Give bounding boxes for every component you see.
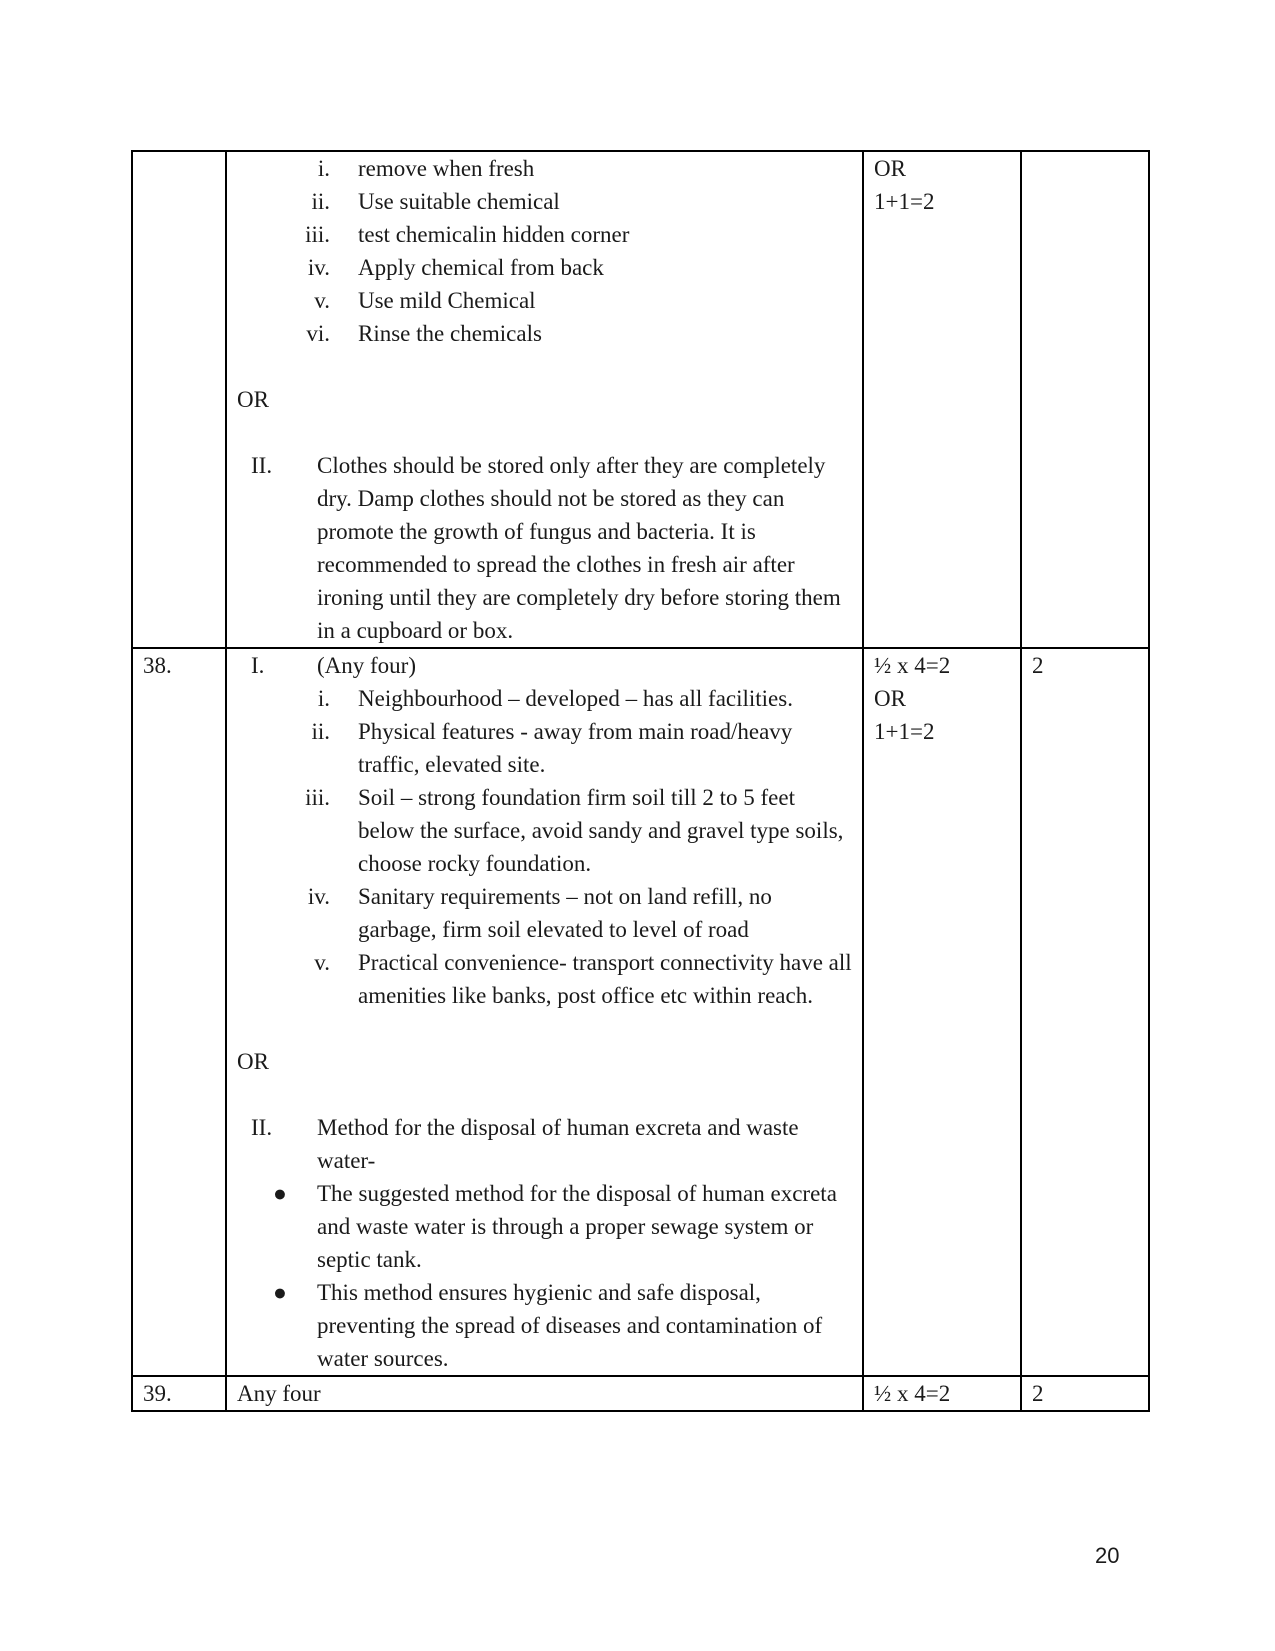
list-item: iv. Apply chemical from back [307,255,604,280]
table-row [132,151,1149,648]
answer-cell [226,151,863,648]
list-item: i. Neighbourhood – developed – has all facilities. [317,686,793,711]
part-text: Clothes should be stored only after they are completely dry. Damp clothes should not be stored as they can promote the growth of fungus and bacteria. It is recommended to spread the clothes in fresh air after ironing until they are completely dry before storing them in a cupboard or box. [317,453,841,643]
marks-cell: ½ x 4=2 OR 1+1=2 [863,648,1021,1376]
page-number: 20 [1095,1543,1120,1568]
list-item: iii. test chemicalin hidden corner [305,222,630,247]
or-label: OR [237,387,269,412]
roman-list [237,152,852,350]
marks-cell: OR 1+1=2 [863,151,1021,648]
list-item: ii. Use suitable chemical [311,189,560,214]
total-marks-cell: 2 [1021,648,1149,1376]
bullet-icon: ● [273,1280,287,1305]
part-label: II. [251,453,273,478]
part-two [237,449,852,647]
part-heading: Method for the disposal of human excreta and waste water- [317,1115,799,1173]
part-two [237,1111,852,1177]
marks-cell: ½ x 4=2 [863,1376,1021,1411]
list-item: i. remove when fresh [317,156,535,181]
roman-list [237,682,852,1012]
question-number-cell: 38. [132,648,226,1376]
list-item: vi. Rinse the chemicals [306,321,542,346]
list-item: iii. Soil – strong foundation firm soil till 2 to 5 feet below the surface, avoid sandy and gravel type soils, choose rocky foundation. [305,785,844,876]
part-label: I. [251,653,265,678]
table-row [132,1376,1149,1411]
answer-cell [226,648,863,1376]
question-number-cell [132,151,226,648]
total-marks-cell [1021,151,1149,648]
list-item: ● This method ensures hygienic and safe disposal, preventing the spread of diseases and contamination of water sources. [237,1276,852,1375]
list-item: ii. Physical features - away from main road/heavy traffic, elevated site. [311,719,793,777]
question-number-cell: 39. [132,1376,226,1411]
table-row [132,648,1149,1376]
bullet-icon: ● [273,1181,287,1206]
marking-scheme-table [131,150,1150,1412]
list-item: iv. Sanitary requirements – not on land refill, no garbage, firm soil elevated to level of road [307,884,772,942]
part-one [237,649,852,682]
list-item: ● The suggested method for the disposal of human excreta and waste water is through a proper sewage system or septic tank. [237,1177,852,1276]
part-heading: (Any four) [317,653,416,678]
total-marks-cell: 2 [1021,1376,1149,1411]
bullet-list [237,1177,852,1375]
list-item: v. Practical convenience- transport connectivity have all amenities like banks, post office etc within reach. [314,950,852,1008]
part-label: II. [251,1115,273,1140]
answer-cell: Any four [226,1376,863,1411]
list-item: v. Use mild Chemical [314,288,536,313]
or-label: OR [237,1049,269,1074]
